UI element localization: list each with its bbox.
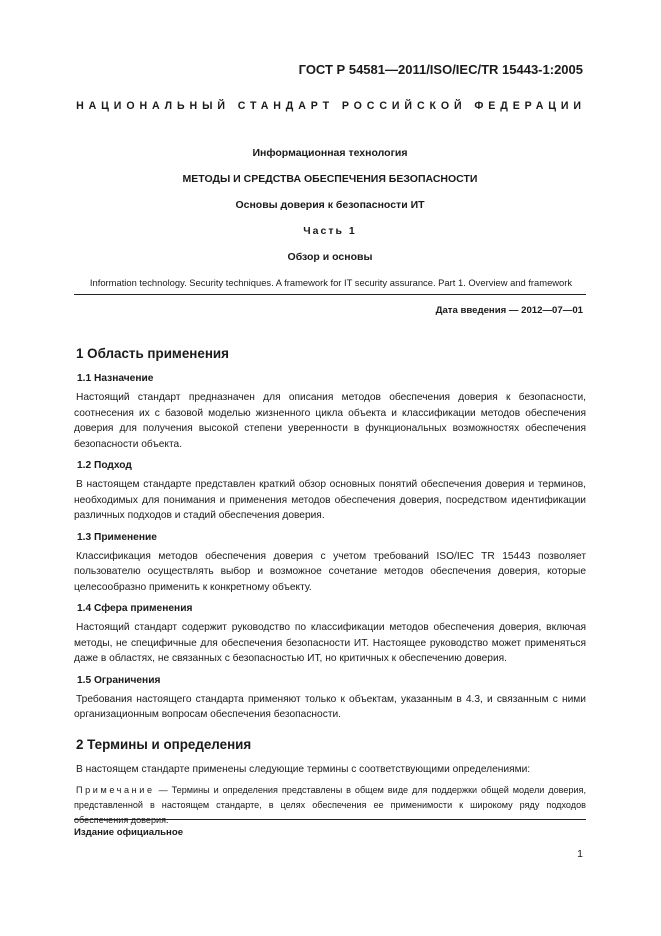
subsection-1-3-title: 1.3 Применение <box>77 531 157 543</box>
note <box>74 783 586 828</box>
subsection-1-2-title: 1.2 Подход <box>77 460 132 471</box>
page-number: 1 <box>577 848 583 860</box>
subsection-1-1-title: 1.1 Назначение <box>77 373 154 384</box>
title-divider <box>74 294 586 295</box>
subsection-1-5-text: Требования настоящего стандарта применяют только к объектам, указанным в 4.3, и связанным с ними организационным вопросам обеспечения безопасности. <box>74 693 586 720</box>
subsection-1-3-text: Классификация методов обеспечения доверия с учетом требований ISO/IEC TR 15443 позволяет пользователю осуществлять выбор и возможное сочетание методов обеспечения доверия, которые целесообразно применить к конкретному объекту. <box>74 550 586 593</box>
subsection-1-4-title: 1.4 Сфера применения <box>77 603 193 614</box>
introduction-date: Дата введения — 2012—07—01 <box>435 305 583 316</box>
section-1-title: 1 Область применения <box>76 346 229 361</box>
subsection-1-5-title: 1.5 Ограничения <box>77 674 161 686</box>
part-title: Обзор и основы <box>287 251 373 263</box>
section-2-title: 2 Термины и определения <box>76 736 252 752</box>
section-2-text: В настоящем стандарте применены следующие термины с соответствующими определениями: <box>76 763 531 775</box>
document-number: ГОСТ Р 54581—2011/ISO/IEC/TR 15443-1:2005 <box>298 62 583 77</box>
subsection-1-4-text: Настоящий стандарт содержит руководство по классификации методов обеспечения доверия, включая методы, не специфичные для обеспечения безопасности ИТ. Настоящее руководство может применяться даже в областях, не связанных с безопасностью ИТ, но критичных к обеспечению доверия. <box>74 622 586 664</box>
subsection-1-2-text: В настоящем стандарте представлен краткий обзор основных понятий обеспечения доверия и терминов, необходимых для понимания и применения методов обеспечения доверия, посредством идентификации различных подходов и стадий обеспечения доверия. <box>74 479 586 521</box>
note-text: — Термины и определения представлены в общем виде для поддержки общей модели доверия, представленной в настоящем стандарте, в целях обеспечения ее применимости к широкому ряду подходов обеспечения доверия. <box>74 785 586 825</box>
title-line-2: МЕТОДЫ И СРЕДСТВА ОБЕСПЕЧЕНИЯ БЕЗОПАСНОСТИ <box>182 173 478 185</box>
standard-title: НАЦИОНАЛЬНЫЙ СТАНДАРТ РОССИЙСКОЙ ФЕДЕРАЦИИ <box>76 100 586 112</box>
subsection-1-1-text: Настоящий стандарт предназначен для описания методов обеспечения доверия к безопасности, соотнесения их с базовой моделью жизненного цикла объекта и классификации методов обеспечения доверия для получения высокой степени уверенности в функциональных возможностях обеспечения безопасности объекта. <box>74 392 586 450</box>
document-body <box>74 336 586 834</box>
english-title: Information technology. Security techniques. A framework for IT security assurance. Part 1. Overview and framework <box>89 277 573 288</box>
title-line-3: Основы доверия к безопасности ИТ <box>235 199 425 211</box>
part-number: Часть 1 <box>303 225 357 237</box>
edition-label: Издание официальное <box>74 827 184 838</box>
note-label: Примечание <box>76 785 155 795</box>
title-line-1: Информационная технология <box>252 147 408 159</box>
footer-divider <box>74 819 586 820</box>
